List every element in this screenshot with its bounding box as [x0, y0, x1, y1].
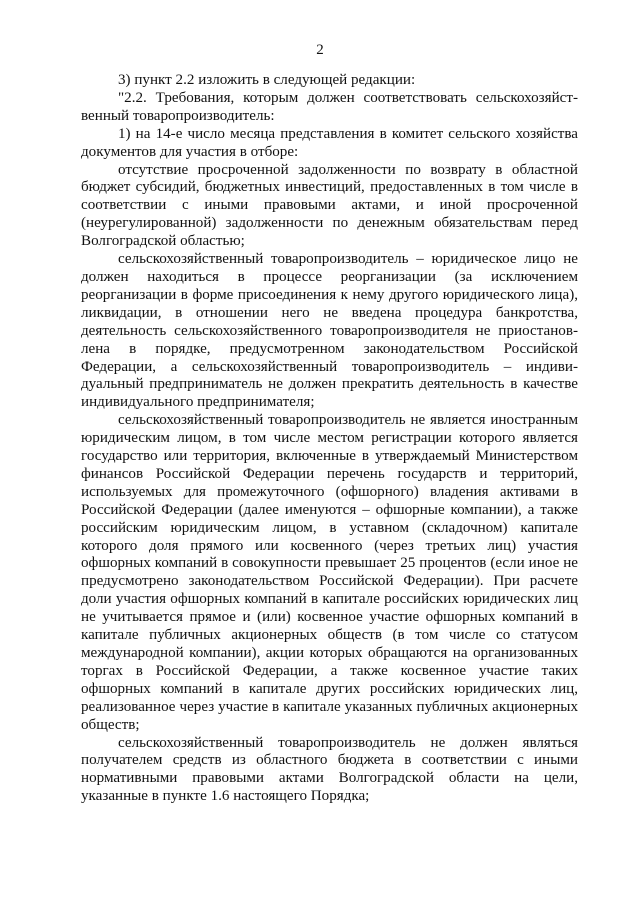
paragraph-no-reorganization: сельскохозяйственный товаропроизводитель – юридическое лицо не должен находиться в процессе реорганизации (за исключением реорганизации в форме присоединения к нему другого юридического лица), ликвидации, в отношении него не введена процедура банкротства, деятельность сельскохозяйственного товаропроизводителя не приостановлена в порядке, предусмотренном законодательством Российской Федерации, а сельскохозяйственный товаропроизводитель – индивидуальный предприниматель не должен прекратить деятельность в качестве индивидуального предпринимателя;: [81, 251, 578, 411]
paragraph-not-offshore: сельскохозяйственный товаропроизводитель не является иностранным юридическим лицом, в том числе местом регистрации которого является государство или территория, включенные в утверждаемый Министерством финансов Российской Федерации перечень государств и территорий, используемых для промежуточного (офшорного) владения активами в Российской Федерации (далее именуются – офшорные компании), а также российским юридическим лицом, в уставном (складочном) капитале которого доля прямого или косвенного (через третьих лиц) участия офшорных компаний в совокупности превышает 25 процентов (если иное не предусмотрено законодательством Российской Федерации). При расчете доли участия офшорных компаний в капитале российских юридических лиц не учитывается прямое и (или) косвенное участие офшорных компаний в капитале публичных акционерных обществ (в том числе со статусом международной компании), акции которых обращаются на организованных торгах в Российской Федерации, а также косвенное участие таких офшорных компаний в капитале других российских юридических лиц, реализованное через участие в капитале указанных публичных акционерных обществ;: [81, 412, 578, 733]
paragraph-condition-date: 1) на 14-е число месяца представления в комитет сельского хозяйства документов для участия в отборе:: [81, 125, 578, 160]
paragraph-amendment-intro: 3) пункт 2.2 изложить в следующей редакции:: [118, 72, 416, 88]
paragraph-no-overdue-debt: отсутствие просроченной задолженности по возврату в областной бюджет субсидий, бюджетных инвестиций, предоставленных в том числе в соответствии с иными правовыми актами, и иной просроченной (неурегулированной) задолженности по денежным обязательствам перед Волгоградской областью;: [81, 161, 578, 250]
page-number: 2: [316, 42, 324, 58]
paragraph-not-budget-recipient: сельскохозяйственный товаропроизводитель не должен являться получателем средств из областного бюджета в соответствии с иными нормативными правовыми актами Волгоградской области на цели, указанные в пункте 1.6 настоящего Порядка;: [81, 734, 578, 805]
document-body: [81, 72, 578, 806]
paragraph-requirements-heading: "2.2. Требования, которым должен соответствовать сельскохозяйственный товаропроизводитель:: [81, 89, 578, 124]
